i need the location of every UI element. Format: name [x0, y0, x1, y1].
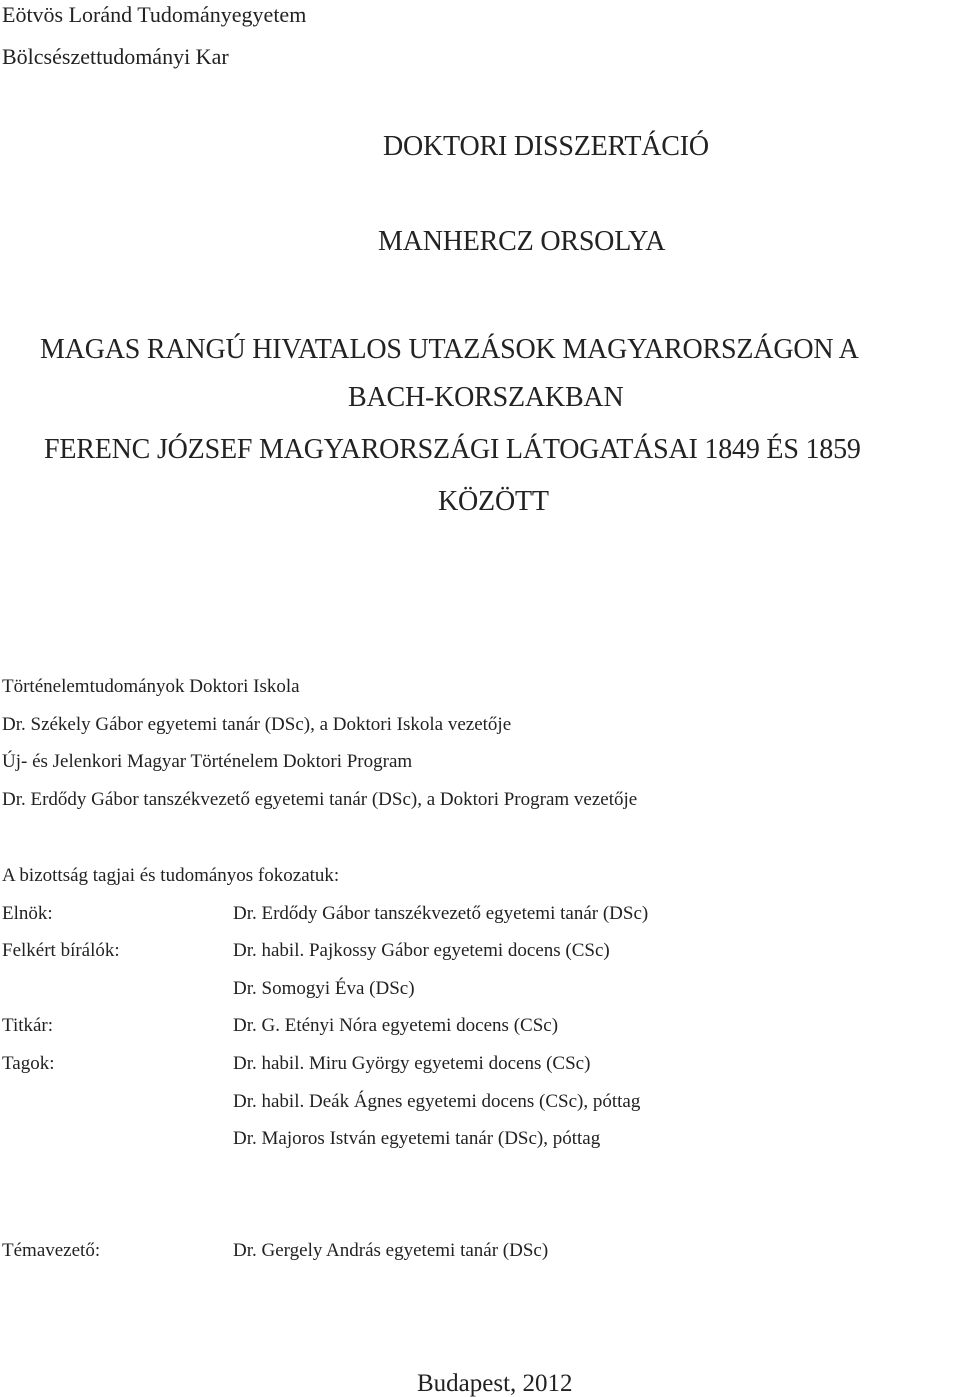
- committee-member: Dr. Majoros István egyetemi tanár (DSc), póttag: [233, 1128, 601, 1149]
- author-name: MANHERCZ ORSOLYA: [378, 226, 666, 257]
- title-line: KÖZÖTT: [438, 486, 549, 517]
- committee-member: Dr. habil. Miru György egyetemi docens (CSc): [233, 1053, 591, 1074]
- university-name: Eötvös Loránd Tudományegyetem: [2, 2, 307, 27]
- committee-role: Felkért bírálók:: [2, 940, 120, 961]
- title-line: MAGAS RANGÚ HIVATALOS UTAZÁSOK MAGYARORSZÁGON A: [40, 334, 859, 365]
- supervisor-name: Dr. Gergely András egyetemi tanár (DSc): [233, 1240, 549, 1261]
- committee-member: Dr. habil. Deák Ágnes egyetemi docens (CSc), póttag: [233, 1091, 641, 1112]
- school-head: Dr. Székely Gábor egyetemi tanár (DSc), a Doktori Iskola vezetője: [2, 714, 512, 735]
- supervisor-label: Témavezető:: [2, 1240, 101, 1261]
- doctoral-school: Történelemtudományok Doktori Iskola: [2, 676, 300, 697]
- title-line: FERENC JÓZSEF MAGYARORSZÁGI LÁTOGATÁSAI 1849 ÉS 1859: [44, 434, 861, 465]
- committee-member: Dr. Somogyi Éva (DSc): [233, 978, 415, 999]
- committee-member: Dr. habil. Pajkossy Gábor egyetemi docens (CSc): [233, 940, 610, 961]
- committee-role: Tagok:: [2, 1053, 55, 1074]
- committee-member: Dr. G. Etényi Nóra egyetemi docens (CSc): [233, 1015, 559, 1036]
- committee-member: Dr. Erdődy Gábor tanszékvezető egyetemi tanár (DSc): [233, 903, 649, 924]
- faculty-name: Bölcsészettudományi Kar: [2, 44, 229, 69]
- place-date: Budapest, 2012: [417, 1370, 573, 1397]
- committee-role: Titkár:: [2, 1015, 54, 1036]
- program-head: Dr. Erdődy Gábor tanszékvezető egyetemi tanár (DSc), a Doktori Program vezetője: [2, 789, 638, 810]
- document-type: DOKTORI DISSZERTÁCIÓ: [383, 131, 709, 162]
- doctoral-program: Új- és Jelenkori Magyar Történelem Doktori Program: [2, 751, 413, 772]
- title-line: BACH-KORSZAKBAN: [348, 382, 624, 413]
- committee-heading: A bizottság tagjai és tudományos fokozatuk:: [2, 865, 340, 886]
- committee-role: Elnök:: [2, 903, 53, 924]
